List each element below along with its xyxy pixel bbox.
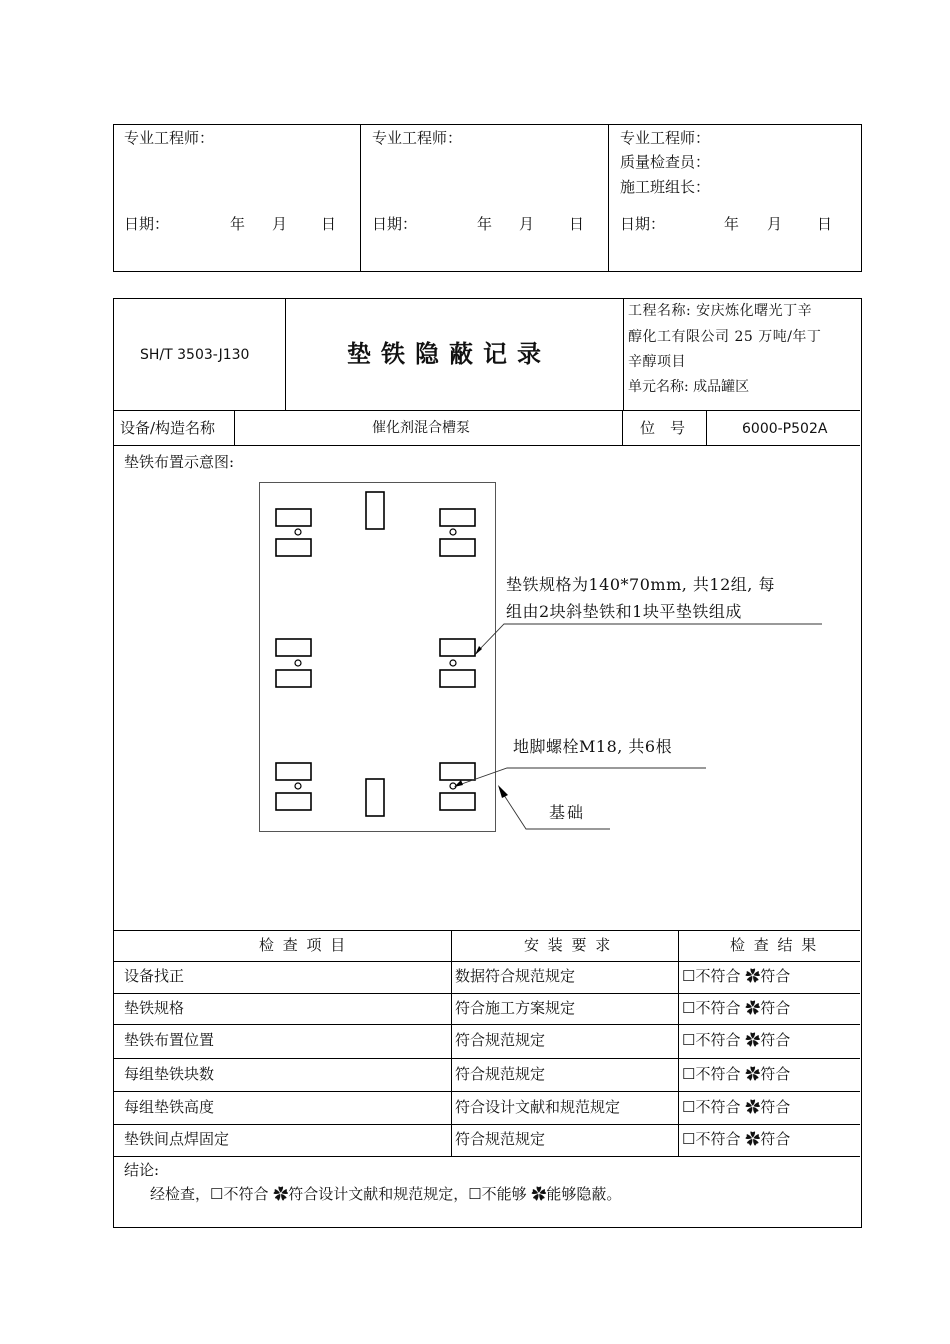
inspection-result: ☐不符合 ✿符合 — [682, 1031, 791, 1049]
engineer-label: 专业工程师： — [124, 129, 215, 147]
conclusion-text: 经检查，☐不符合 ✿符合设计文献和规范规定，☐不能够 ✿能够隐蔽。 — [150, 1185, 622, 1203]
position-number: 6000-P502A — [742, 421, 828, 437]
inspection-requirement: 符合规范规定 — [455, 1031, 546, 1049]
leader-line-shim-spec — [478, 624, 822, 651]
shim-plate — [276, 639, 311, 656]
date-label: 日期： — [372, 215, 418, 233]
shim-plate — [440, 670, 475, 687]
inspection-requirement: 符合规范规定 — [455, 1065, 546, 1083]
inspection-requirement: 数据符合规范规定 — [455, 967, 576, 985]
header-inspection-item: 检 查 项 目 — [259, 936, 348, 954]
month-label: 月 — [272, 215, 288, 233]
shim-plate — [440, 793, 475, 810]
shim-spec-note-line2: 组由2块斜垫铁和1块平垫铁组成 — [506, 602, 742, 621]
standard-code: SH/T 3503-J130 — [140, 347, 250, 363]
leader-line-anchor-bolt — [456, 768, 706, 786]
year-label: 年 — [477, 215, 493, 233]
equipment-name-value: 催化剂混合槽泵 — [372, 420, 470, 436]
inspection-item: 垫铁规格 — [124, 999, 185, 1017]
shim-plate — [276, 539, 311, 556]
inspection-item: 设备找正 — [124, 967, 185, 985]
inspection-result: ☐不符合 ✿符合 — [682, 1065, 791, 1083]
header-requirement: 安 装 要 求 — [524, 936, 613, 954]
header-result: 检 查 结 果 — [730, 936, 819, 954]
shim-plate — [276, 793, 311, 810]
inspection-result: ☐不符合 ✿符合 — [682, 1098, 791, 1116]
anchor-bolt — [295, 529, 301, 535]
anchor-bolt — [450, 529, 456, 535]
equipment-name-label: 设备/构造名称 — [120, 419, 216, 437]
signature-table — [113, 124, 862, 272]
shim-plate — [276, 670, 311, 687]
inspector-label: 质量检查员： — [620, 153, 711, 171]
page-title: 垫铁隐蔽记录 — [347, 340, 551, 368]
conclusion-label: 结论: — [124, 1161, 160, 1179]
project-name-line2: 醇化工有限公司 25 万吨/年丁 — [628, 329, 822, 345]
foreman-label: 施工班组长： — [620, 178, 711, 196]
inspection-item: 垫铁布置位置 — [124, 1031, 215, 1049]
shim-plate — [276, 763, 311, 780]
inspection-item: 每组垫铁块数 — [124, 1065, 215, 1083]
inspection-requirement: 符合规范规定 — [455, 1130, 546, 1148]
inspection-requirement: 符合设计文献和规范规定 — [455, 1098, 621, 1116]
date-label: 日期： — [620, 215, 666, 233]
month-label: 月 — [519, 215, 535, 233]
year-label: 年 — [724, 215, 740, 233]
anchor-bolt — [295, 783, 301, 789]
shim-plate — [440, 539, 475, 556]
shim-spec-note-line1: 垫铁规格为140*70mm, 共12组, 每 — [506, 575, 775, 594]
day-label: 日 — [321, 215, 337, 233]
day-label: 日 — [569, 215, 585, 233]
shim-plate — [366, 492, 384, 529]
anchor-bolt-note: 地脚螺栓M18, 共6根 — [513, 737, 673, 756]
day-label: 日 — [817, 215, 833, 233]
engineer-label: 专业工程师： — [620, 129, 711, 147]
anchor-bolt — [450, 660, 456, 666]
divider — [608, 125, 609, 271]
inspection-result: ☐不符合 ✿符合 — [682, 999, 791, 1017]
date-label: 日期： — [124, 215, 170, 233]
shim-plate — [440, 509, 475, 526]
engineer-label: 专业工程师： — [372, 129, 463, 147]
shim-plate — [440, 639, 475, 656]
shim-plate — [440, 763, 475, 780]
shim-plate — [366, 779, 384, 816]
anchor-bolt — [295, 660, 301, 666]
year-label: 年 — [230, 215, 246, 233]
foundation-note: 基础 — [549, 803, 586, 822]
position-label: 位 号 — [640, 419, 686, 437]
leader-arrow — [498, 785, 508, 798]
inspection-result: ☐不符合 ✿符合 — [682, 1130, 791, 1148]
inspection-item: 垫铁间点焊固定 — [124, 1130, 230, 1148]
project-name-line3: 辛醇项目 — [628, 354, 686, 370]
shim-plate — [276, 509, 311, 526]
divider — [360, 125, 361, 271]
diagram-label: 垫铁布置示意图: — [124, 453, 235, 471]
record-table — [113, 298, 862, 1228]
unit-name: 单元名称: 成品罐区 — [628, 379, 750, 395]
inspection-result: ☐不符合 ✿符合 — [682, 967, 791, 985]
inspection-item: 每组垫铁高度 — [124, 1098, 215, 1116]
month-label: 月 — [767, 215, 783, 233]
project-name-line1: 工程名称: 安庆炼化曙光丁辛 — [628, 303, 813, 319]
inspection-requirement: 符合施工方案规定 — [455, 999, 576, 1017]
